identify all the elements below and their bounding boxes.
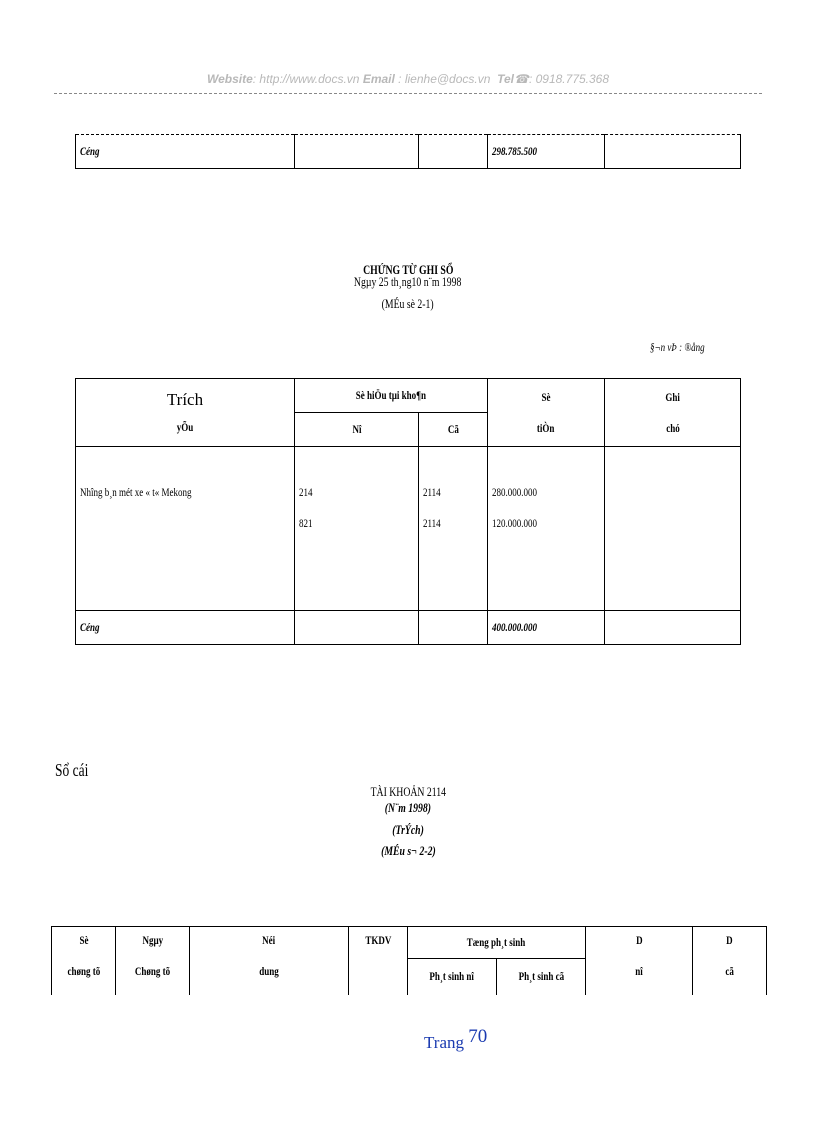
account-year: (N¨m 1998) xyxy=(384,800,432,815)
voucher-total-label: Céng xyxy=(76,611,295,645)
col-tkdv: TKDV xyxy=(349,927,408,995)
header-tien: tiÒn xyxy=(537,420,555,435)
header-so: Sè xyxy=(541,389,551,404)
voucher-date: Ngµy 25 th¸ng10 n¨m 1998 xyxy=(354,274,462,289)
email-value[interactable]: : lienhe@docs.vn xyxy=(394,72,491,86)
header-trich: Trích xyxy=(166,390,204,409)
header-ghi: Ghi xyxy=(665,389,680,404)
voucher-description: Nhîng b¸n mét xe « t« Mekong xyxy=(76,447,295,611)
table-row-credit: 2114 xyxy=(423,516,441,530)
ledger-heading: Sổ cái xyxy=(55,760,89,780)
tel-label: Tel xyxy=(497,72,514,86)
page-label: Trang xyxy=(424,1033,464,1052)
website-url[interactable]: : http://www.docs.vn xyxy=(252,72,360,86)
website-label: Website xyxy=(206,72,253,86)
email-label: Email xyxy=(362,72,395,86)
voucher-form: (MÉu sè 2-1) xyxy=(381,296,434,311)
header-co: Cã xyxy=(419,413,488,447)
col-so-tien xyxy=(488,379,605,447)
voucher-total-amount: 400.000.000 xyxy=(488,611,605,645)
header-chu: chó xyxy=(665,420,680,435)
col-so-chung-tu: Sè chøng tõ xyxy=(52,927,116,995)
page-number xyxy=(424,1026,488,1054)
col-trich-yeu xyxy=(76,379,295,447)
voucher-table xyxy=(75,378,741,645)
account-title: TÀI KHOẢN 2114 xyxy=(370,784,446,799)
account-form: (MÉu s¬ 2-2) xyxy=(380,843,436,858)
page-number-value: 70 xyxy=(468,1026,488,1047)
header-ps-no: Ph¸t sinh nî xyxy=(408,959,497,995)
table-row-debit: 214 xyxy=(299,485,313,499)
ledger-table xyxy=(51,926,767,995)
voucher-title: CHỨNG TỪ GHI SỔ xyxy=(362,262,454,277)
col-ngay-chung-tu: Ngµy Chøng tõ xyxy=(116,927,190,995)
unit-note: §¬n vÞ : ®ång xyxy=(650,340,705,354)
top-total-label: Céng xyxy=(76,135,295,169)
header-yeu: yÕu xyxy=(176,420,194,434)
tel-value: ☎: 0918.775.368 xyxy=(514,72,610,86)
header-tong-phat-sinh: Tæng ph¸t sinh xyxy=(408,927,586,959)
table-row-amount: 280.000.000 xyxy=(492,485,537,499)
col-du-no: D nî xyxy=(586,927,693,995)
page-header xyxy=(0,72,816,86)
header-divider xyxy=(54,93,762,94)
top-total-amount: 298.785.500 xyxy=(488,135,605,169)
table-row-debit: 821 xyxy=(299,516,313,530)
col-du-co: D cã xyxy=(693,927,767,995)
col-noi-dung: Néi dung xyxy=(190,927,349,995)
top-total-table xyxy=(75,134,741,169)
header-ps-co: Ph¸t sinh cã xyxy=(497,959,586,995)
account-extract: (TrÝch) xyxy=(392,822,424,837)
header-no: Nî xyxy=(295,413,419,447)
header-so-hieu: Sè hiÖu tµi kho¶n xyxy=(295,379,488,413)
table-row-amount: 120.000.000 xyxy=(492,516,537,530)
col-ghi-chu xyxy=(605,379,741,447)
table-row-credit: 2114 xyxy=(423,485,441,499)
